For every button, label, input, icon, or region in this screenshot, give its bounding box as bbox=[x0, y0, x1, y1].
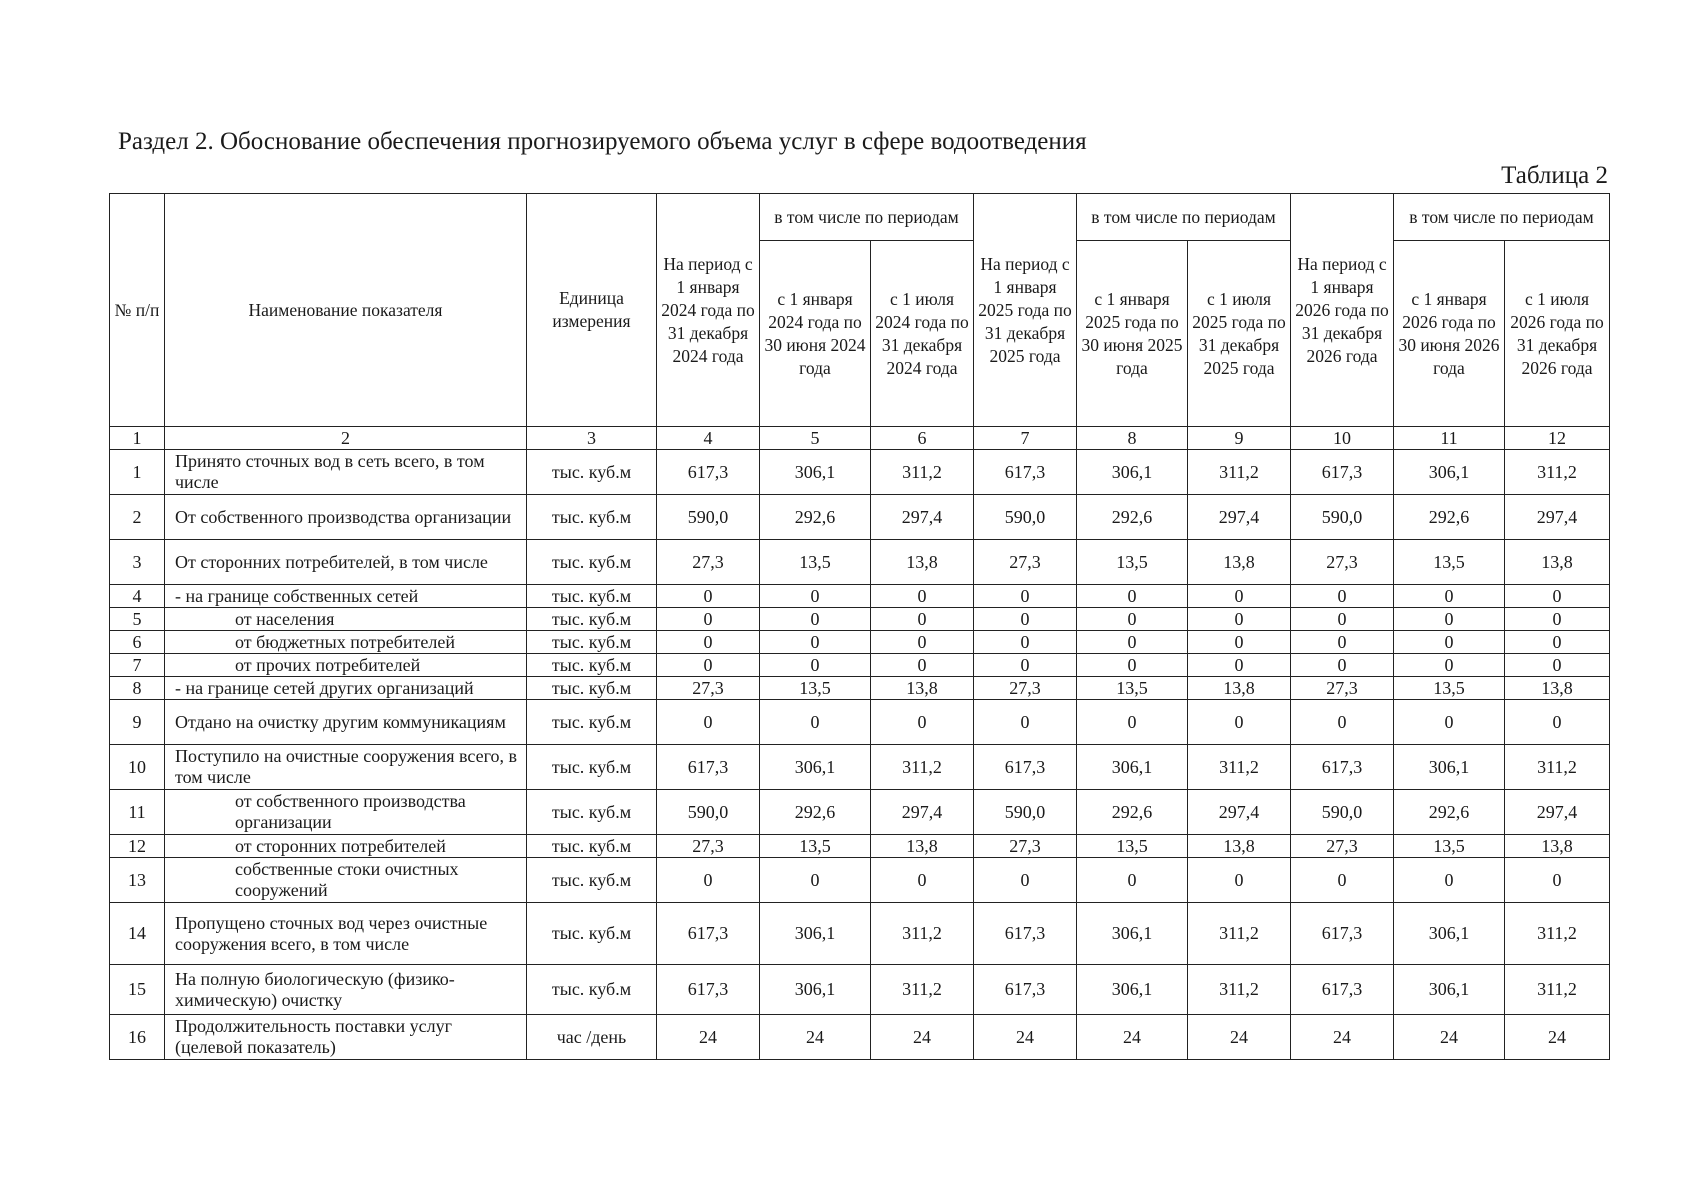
value-cell: 0 bbox=[1077, 631, 1188, 654]
table-row bbox=[110, 654, 1610, 677]
unit-cell: тыс. куб.м bbox=[527, 965, 657, 1015]
value-cell: 617,3 bbox=[1291, 903, 1394, 965]
value-cell: 297,4 bbox=[871, 790, 974, 835]
indicator-name: От сторонних потребителей, в том числе bbox=[165, 540, 527, 585]
unit-cell: тыс. куб.м bbox=[527, 858, 657, 903]
value-cell: 0 bbox=[657, 700, 760, 745]
value-cell: 0 bbox=[871, 608, 974, 631]
value-cell: 617,3 bbox=[657, 965, 760, 1015]
indicator-name: - на границе собственных сетей bbox=[165, 585, 527, 608]
value-cell: 0 bbox=[1291, 700, 1394, 745]
value-cell: 306,1 bbox=[1394, 903, 1505, 965]
value-cell: 0 bbox=[974, 585, 1077, 608]
value-cell: 13,8 bbox=[1188, 835, 1291, 858]
header-incl-2025: в том числе по периодам bbox=[1077, 194, 1291, 241]
value-cell: 0 bbox=[657, 608, 760, 631]
value-cell: 0 bbox=[974, 631, 1077, 654]
header-h1-2024: с 1 января 2024 года по 30 июня 2024 года bbox=[760, 241, 871, 427]
value-cell: 306,1 bbox=[1394, 965, 1505, 1015]
value-cell: 27,3 bbox=[1291, 677, 1394, 700]
value-cell: 617,3 bbox=[974, 450, 1077, 495]
value-cell: 13,8 bbox=[1188, 540, 1291, 585]
column-number: 4 bbox=[657, 427, 760, 450]
value-cell: 297,4 bbox=[871, 495, 974, 540]
value-cell: 297,4 bbox=[1505, 495, 1610, 540]
value-cell: 297,4 bbox=[1188, 790, 1291, 835]
value-cell: 0 bbox=[1188, 700, 1291, 745]
value-cell: 590,0 bbox=[974, 790, 1077, 835]
unit-cell: тыс. куб.м bbox=[527, 790, 657, 835]
header-h1-2026: с 1 января 2026 года по 30 июня 2026 года bbox=[1394, 241, 1505, 427]
column-number: 9 bbox=[1188, 427, 1291, 450]
value-cell: 0 bbox=[1188, 608, 1291, 631]
value-cell: 13,5 bbox=[1077, 540, 1188, 585]
header-name: Наименование показателя bbox=[165, 194, 527, 427]
value-cell: 311,2 bbox=[871, 965, 974, 1015]
value-cell: 24 bbox=[1188, 1015, 1291, 1060]
value-cell: 0 bbox=[1394, 631, 1505, 654]
value-cell: 13,5 bbox=[1077, 677, 1188, 700]
value-cell: 311,2 bbox=[1188, 965, 1291, 1015]
value-cell: 0 bbox=[1077, 654, 1188, 677]
value-cell: 13,5 bbox=[760, 835, 871, 858]
value-cell: 306,1 bbox=[1077, 965, 1188, 1015]
value-cell: 0 bbox=[974, 700, 1077, 745]
unit-cell: тыс. куб.м bbox=[527, 450, 657, 495]
unit-cell: тыс. куб.м bbox=[527, 745, 657, 790]
value-cell: 0 bbox=[1291, 631, 1394, 654]
header-year-2026: На период с 1 января 2026 года по 31 декабря 2026 года bbox=[1291, 194, 1394, 427]
row-number: 2 bbox=[110, 495, 165, 540]
row-number: 13 bbox=[110, 858, 165, 903]
value-cell: 0 bbox=[974, 858, 1077, 903]
value-cell: 0 bbox=[1188, 631, 1291, 654]
value-cell: 0 bbox=[1188, 858, 1291, 903]
value-cell: 292,6 bbox=[1077, 495, 1188, 540]
value-cell: 297,4 bbox=[1505, 790, 1610, 835]
value-cell: 13,5 bbox=[1394, 835, 1505, 858]
row-number: 1 bbox=[110, 450, 165, 495]
value-cell: 0 bbox=[760, 585, 871, 608]
value-cell: 0 bbox=[1505, 858, 1610, 903]
indicator-name: Отдано на очистку другим коммуникациям bbox=[165, 700, 527, 745]
value-cell: 0 bbox=[1505, 654, 1610, 677]
table-row bbox=[110, 450, 1610, 495]
section-title: Раздел 2. Обоснование обеспечения прогнозируемого объема услуг в сфере водоотведения bbox=[118, 128, 1087, 155]
indicator-name: от прочих потребителей bbox=[165, 654, 527, 677]
column-number: 2 bbox=[165, 427, 527, 450]
value-cell: 24 bbox=[1291, 1015, 1394, 1060]
table-row bbox=[110, 835, 1610, 858]
table-row bbox=[110, 903, 1610, 965]
value-cell: 0 bbox=[1077, 700, 1188, 745]
value-cell: 311,2 bbox=[871, 745, 974, 790]
column-number: 5 bbox=[760, 427, 871, 450]
table-row bbox=[110, 745, 1610, 790]
value-cell: 0 bbox=[1291, 585, 1394, 608]
table-row bbox=[110, 608, 1610, 631]
row-number: 5 bbox=[110, 608, 165, 631]
value-cell: 0 bbox=[1077, 858, 1188, 903]
value-cell: 306,1 bbox=[760, 903, 871, 965]
value-cell: 0 bbox=[760, 631, 871, 654]
unit-cell: тыс. куб.м bbox=[527, 540, 657, 585]
value-cell: 13,8 bbox=[1505, 835, 1610, 858]
value-cell: 617,3 bbox=[657, 903, 760, 965]
table-label: Таблица 2 bbox=[1501, 162, 1608, 189]
value-cell: 292,6 bbox=[1077, 790, 1188, 835]
value-cell: 13,8 bbox=[871, 677, 974, 700]
indicator-name: - на границе сетей других организаций bbox=[165, 677, 527, 700]
value-cell: 0 bbox=[871, 700, 974, 745]
table-row bbox=[110, 1015, 1610, 1060]
value-cell: 0 bbox=[657, 631, 760, 654]
value-cell: 24 bbox=[871, 1015, 974, 1060]
value-cell: 0 bbox=[760, 858, 871, 903]
value-cell: 0 bbox=[1394, 700, 1505, 745]
value-cell: 590,0 bbox=[657, 495, 760, 540]
value-cell: 292,6 bbox=[760, 495, 871, 540]
value-cell: 24 bbox=[1077, 1015, 1188, 1060]
table-row bbox=[110, 858, 1610, 903]
table-row bbox=[110, 965, 1610, 1015]
value-cell: 27,3 bbox=[657, 677, 760, 700]
value-cell: 617,3 bbox=[974, 965, 1077, 1015]
unit-cell: тыс. куб.м bbox=[527, 495, 657, 540]
value-cell: 311,2 bbox=[1505, 903, 1610, 965]
value-cell: 13,5 bbox=[1394, 540, 1505, 585]
header-incl-2024: в том числе по периодам bbox=[760, 194, 974, 241]
value-cell: 13,8 bbox=[1188, 677, 1291, 700]
value-cell: 0 bbox=[1505, 631, 1610, 654]
column-number: 10 bbox=[1291, 427, 1394, 450]
table-row bbox=[110, 495, 1610, 540]
value-cell: 617,3 bbox=[974, 745, 1077, 790]
column-number: 3 bbox=[527, 427, 657, 450]
indicator-name: от населения bbox=[165, 608, 527, 631]
value-cell: 27,3 bbox=[1291, 540, 1394, 585]
value-cell: 311,2 bbox=[1505, 450, 1610, 495]
header-unit: Единица измерения bbox=[527, 194, 657, 427]
value-cell: 590,0 bbox=[974, 495, 1077, 540]
unit-cell: тыс. куб.м bbox=[527, 654, 657, 677]
value-cell: 617,3 bbox=[657, 450, 760, 495]
value-cell: 292,6 bbox=[760, 790, 871, 835]
value-cell: 13,5 bbox=[760, 540, 871, 585]
value-cell: 24 bbox=[760, 1015, 871, 1060]
indicator-name: На полную биологическую (физико-химическую) очистку bbox=[165, 965, 527, 1015]
value-cell: 0 bbox=[1394, 585, 1505, 608]
value-cell: 617,3 bbox=[657, 745, 760, 790]
header-h2-2025: с 1 июля 2025 года по 31 декабря 2025 года bbox=[1188, 241, 1291, 427]
column-numbers-row bbox=[110, 427, 1610, 450]
row-number: 7 bbox=[110, 654, 165, 677]
unit-cell: тыс. куб.м bbox=[527, 700, 657, 745]
indicator-name: от собственного производства организации bbox=[165, 790, 527, 835]
table-row bbox=[110, 540, 1610, 585]
unit-cell: тыс. куб.м bbox=[527, 608, 657, 631]
value-cell: 306,1 bbox=[1077, 450, 1188, 495]
value-cell: 306,1 bbox=[1077, 903, 1188, 965]
column-number: 1 bbox=[110, 427, 165, 450]
header-num: № п/п bbox=[110, 194, 165, 427]
value-cell: 590,0 bbox=[657, 790, 760, 835]
row-number: 9 bbox=[110, 700, 165, 745]
row-number: 8 bbox=[110, 677, 165, 700]
value-cell: 24 bbox=[1394, 1015, 1505, 1060]
value-cell: 13,5 bbox=[760, 677, 871, 700]
indicator-name: от бюджетных потребителей bbox=[165, 631, 527, 654]
value-cell: 0 bbox=[871, 585, 974, 608]
value-cell: 13,5 bbox=[1077, 835, 1188, 858]
value-cell: 0 bbox=[1505, 608, 1610, 631]
indicator-name: Продолжительность поставки услуг (целевой показатель) bbox=[165, 1015, 527, 1060]
header-h2-2026: с 1 июля 2026 года по 31 декабря 2026 года bbox=[1505, 241, 1610, 427]
value-cell: 306,1 bbox=[1394, 450, 1505, 495]
value-cell: 0 bbox=[1077, 585, 1188, 608]
table-row bbox=[110, 677, 1610, 700]
value-cell: 617,3 bbox=[1291, 965, 1394, 1015]
value-cell: 0 bbox=[657, 654, 760, 677]
value-cell: 311,2 bbox=[1188, 903, 1291, 965]
value-cell: 297,4 bbox=[1188, 495, 1291, 540]
header-h1-2025: с 1 января 2025 года по 30 июня 2025 года bbox=[1077, 241, 1188, 427]
value-cell: 0 bbox=[1505, 585, 1610, 608]
unit-cell: тыс. куб.м bbox=[527, 585, 657, 608]
value-cell: 0 bbox=[1188, 654, 1291, 677]
value-cell: 13,8 bbox=[871, 835, 974, 858]
value-cell: 13,8 bbox=[871, 540, 974, 585]
value-cell: 0 bbox=[871, 654, 974, 677]
table-row bbox=[110, 700, 1610, 745]
value-cell: 617,3 bbox=[1291, 450, 1394, 495]
value-cell: 311,2 bbox=[1505, 965, 1610, 1015]
value-cell: 306,1 bbox=[1394, 745, 1505, 790]
row-number: 11 bbox=[110, 790, 165, 835]
indicator-name: от сторонних потребителей bbox=[165, 835, 527, 858]
value-cell: 0 bbox=[1394, 858, 1505, 903]
column-number: 6 bbox=[871, 427, 974, 450]
value-cell: 27,3 bbox=[1291, 835, 1394, 858]
value-cell: 0 bbox=[1077, 608, 1188, 631]
value-cell: 0 bbox=[657, 585, 760, 608]
indicator-name: Пропущено сточных вод через очистные сооружения всего, в том числе bbox=[165, 903, 527, 965]
value-cell: 306,1 bbox=[1077, 745, 1188, 790]
value-cell: 311,2 bbox=[871, 450, 974, 495]
unit-cell: тыс. куб.м bbox=[527, 835, 657, 858]
value-cell: 13,5 bbox=[1394, 677, 1505, 700]
header-year-2024: На период с 1 января 2024 года по 31 декабря 2024 года bbox=[657, 194, 760, 427]
value-cell: 0 bbox=[1291, 858, 1394, 903]
value-cell: 27,3 bbox=[657, 540, 760, 585]
value-cell: 0 bbox=[871, 858, 974, 903]
value-cell: 0 bbox=[1394, 654, 1505, 677]
value-cell: 292,6 bbox=[1394, 790, 1505, 835]
row-number: 6 bbox=[110, 631, 165, 654]
value-cell: 27,3 bbox=[974, 540, 1077, 585]
table-row bbox=[110, 790, 1610, 835]
column-number: 11 bbox=[1394, 427, 1505, 450]
unit-cell: час /день bbox=[527, 1015, 657, 1060]
indicator-name: Поступило на очистные сооружения всего, в том числе bbox=[165, 745, 527, 790]
value-cell: 0 bbox=[760, 700, 871, 745]
unit-cell: тыс. куб.м bbox=[527, 677, 657, 700]
value-cell: 0 bbox=[974, 608, 1077, 631]
value-cell: 306,1 bbox=[760, 745, 871, 790]
value-cell: 24 bbox=[1505, 1015, 1610, 1060]
value-cell: 24 bbox=[657, 1015, 760, 1060]
row-number: 12 bbox=[110, 835, 165, 858]
value-cell: 0 bbox=[1291, 654, 1394, 677]
value-cell: 617,3 bbox=[1291, 745, 1394, 790]
value-cell: 306,1 bbox=[760, 450, 871, 495]
header-incl-2026: в том числе по периодам bbox=[1394, 194, 1610, 241]
value-cell: 590,0 bbox=[1291, 790, 1394, 835]
unit-cell: тыс. куб.м bbox=[527, 631, 657, 654]
value-cell: 0 bbox=[760, 608, 871, 631]
value-cell: 0 bbox=[1505, 700, 1610, 745]
value-cell: 292,6 bbox=[1394, 495, 1505, 540]
value-cell: 617,3 bbox=[974, 903, 1077, 965]
value-cell: 0 bbox=[657, 858, 760, 903]
value-cell: 13,8 bbox=[1505, 677, 1610, 700]
value-cell: 311,2 bbox=[1505, 745, 1610, 790]
value-cell: 0 bbox=[974, 654, 1077, 677]
table-row bbox=[110, 631, 1610, 654]
column-number: 12 bbox=[1505, 427, 1610, 450]
row-number: 4 bbox=[110, 585, 165, 608]
value-cell: 0 bbox=[871, 631, 974, 654]
value-cell: 590,0 bbox=[1291, 495, 1394, 540]
row-number: 16 bbox=[110, 1015, 165, 1060]
header-h2-2024: с 1 июля 2024 года по 31 декабря 2024 года bbox=[871, 241, 974, 427]
unit-cell: тыс. куб.м bbox=[527, 903, 657, 965]
indicator-name: От собственного производства организации bbox=[165, 495, 527, 540]
value-cell: 0 bbox=[760, 654, 871, 677]
table-row bbox=[110, 585, 1610, 608]
value-cell: 0 bbox=[1188, 585, 1291, 608]
water-disposal-table bbox=[109, 193, 1610, 1060]
value-cell: 311,2 bbox=[871, 903, 974, 965]
row-number: 3 bbox=[110, 540, 165, 585]
row-number: 15 bbox=[110, 965, 165, 1015]
value-cell: 311,2 bbox=[1188, 745, 1291, 790]
value-cell: 27,3 bbox=[657, 835, 760, 858]
indicator-name: собственные стоки очистных сооружений bbox=[165, 858, 527, 903]
column-number: 7 bbox=[974, 427, 1077, 450]
column-number: 8 bbox=[1077, 427, 1188, 450]
row-number: 10 bbox=[110, 745, 165, 790]
value-cell: 0 bbox=[1291, 608, 1394, 631]
indicator-name: Принято сточных вод в сеть всего, в том числе bbox=[165, 450, 527, 495]
value-cell: 24 bbox=[974, 1015, 1077, 1060]
value-cell: 27,3 bbox=[974, 835, 1077, 858]
row-number: 14 bbox=[110, 903, 165, 965]
header-year-2025: На период с 1 января 2025 года по 31 декабря 2025 года bbox=[974, 194, 1077, 427]
value-cell: 13,8 bbox=[1505, 540, 1610, 585]
value-cell: 306,1 bbox=[760, 965, 871, 1015]
value-cell: 311,2 bbox=[1188, 450, 1291, 495]
value-cell: 27,3 bbox=[974, 677, 1077, 700]
value-cell: 0 bbox=[1394, 608, 1505, 631]
